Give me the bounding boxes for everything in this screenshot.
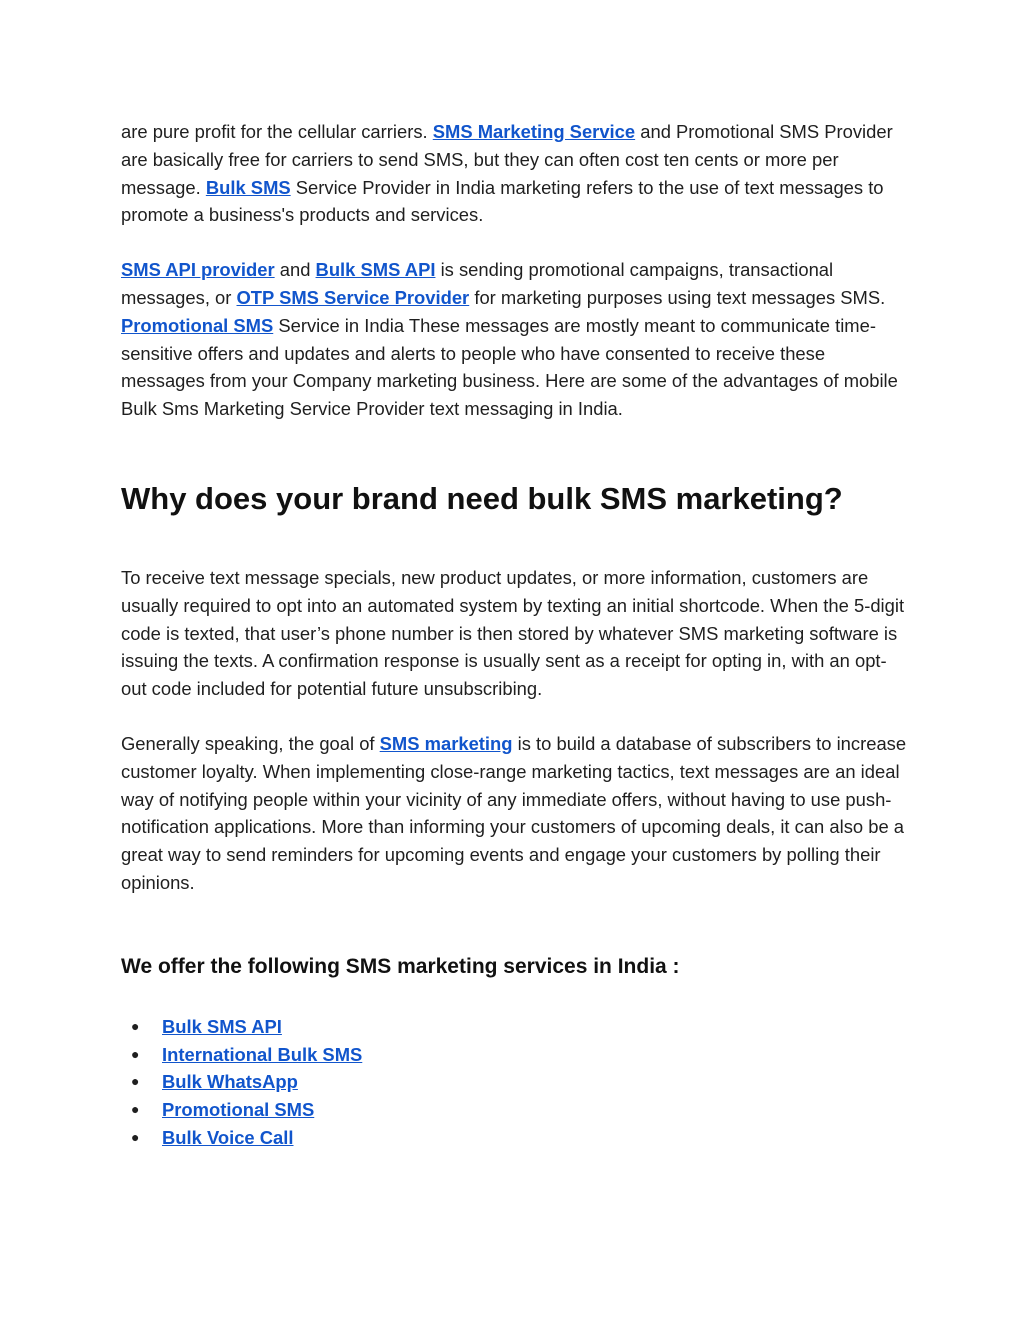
link-sms-marketing-service[interactable]: SMS Marketing Service [432,121,636,142]
text-run: and [274,259,316,281]
bullet-icon: ● [131,1101,140,1118]
link-promotional-sms[interactable]: Promotional SMS [121,314,274,336]
list-item [121,1096,911,1124]
paragraph-sms-api [121,256,911,423]
bullet-icon: ● [131,1017,140,1034]
text-run: for marketing purposes using text messages SMS. [469,286,886,308]
bullet-icon: ● [131,1073,140,1090]
list-item [121,1041,911,1069]
link-sms-api-provider[interactable]: SMS API provider [121,259,275,281]
text-run: is sending promotional campaigns, transactional messages, or [121,259,834,308]
link-bulk-sms[interactable]: Bulk SMS [205,176,291,198]
link-bulk-sms-api[interactable]: Bulk SMS API [315,259,436,281]
list-item [121,1013,911,1041]
heading-why-bulk-sms: Why does your brand need bulk SMS marketing? [121,480,843,516]
link-service-bulk-sms-api[interactable]: Bulk SMS API [162,1015,282,1037]
text-run: Generally speaking, the goal of [121,732,380,754]
text-run: Service Provider in India marketing refers to the use of text messages to promote a business's products and services. [121,176,884,226]
paragraph-carriers [121,118,911,229]
link-service-international-bulk-sms[interactable]: International Bulk SMS [162,1043,363,1065]
text-run: and Promotional SMS Provider are basically free for carriers to send SMS, but they can often cost ten cents or more per message. [121,121,893,198]
text-run: are pure profit for the cellular carriers. [121,121,433,142]
heading-services: We offer the following SMS marketing services in India : [121,954,680,978]
link-sms-marketing[interactable]: SMS marketing [379,732,513,754]
paragraph-opt-in: To receive text message specials, new product updates, or more information, customers are usually required to opt into an automated system by texting an initial shortcode. When the 5-digit code is texted, that user’s phone number is then stored by whatever SMS marketing software is issuing the texts. A confirmation response is usually sent as a receipt for opting in, with an opt-out code included for potential future unsubscribing. [121,566,905,700]
paragraph-goal [121,730,911,897]
text-run: Service in India These messages are mostly meant to communicate time-sensitive offers and updates and alerts to people who have consented to receive these messages from your Company marketing business. Here are some of the advantages of mobile Bulk Sms Marketing Service Provider text messaging in India. [121,314,898,420]
bullet-icon: ● [131,1045,140,1062]
link-service-bulk-voice-call[interactable]: Bulk Voice Call [162,1126,294,1148]
link-service-bulk-whatsapp[interactable]: Bulk WhatsApp [162,1071,298,1093]
bullet-icon: ● [131,1128,140,1145]
link-service-promotional-sms[interactable]: Promotional SMS [162,1099,315,1121]
list-item [121,1124,911,1152]
list-item [121,1068,911,1096]
link-otp-sms-service-provider[interactable]: OTP SMS Service Provider [236,286,470,308]
document-page [121,118,911,1152]
text-run: is to build a database of subscribers to increase customer loyalty. When implementing close-range marketing tactics, text messages are an ideal way of notifying people within your vicinity of any immediate offers, without having to use push-notification applications. More than informing your customers of upcoming deals, it can also be a great way to send reminders for upcoming events and engage your customers by polling their opinions. [121,732,907,893]
services-list [121,1013,911,1152]
